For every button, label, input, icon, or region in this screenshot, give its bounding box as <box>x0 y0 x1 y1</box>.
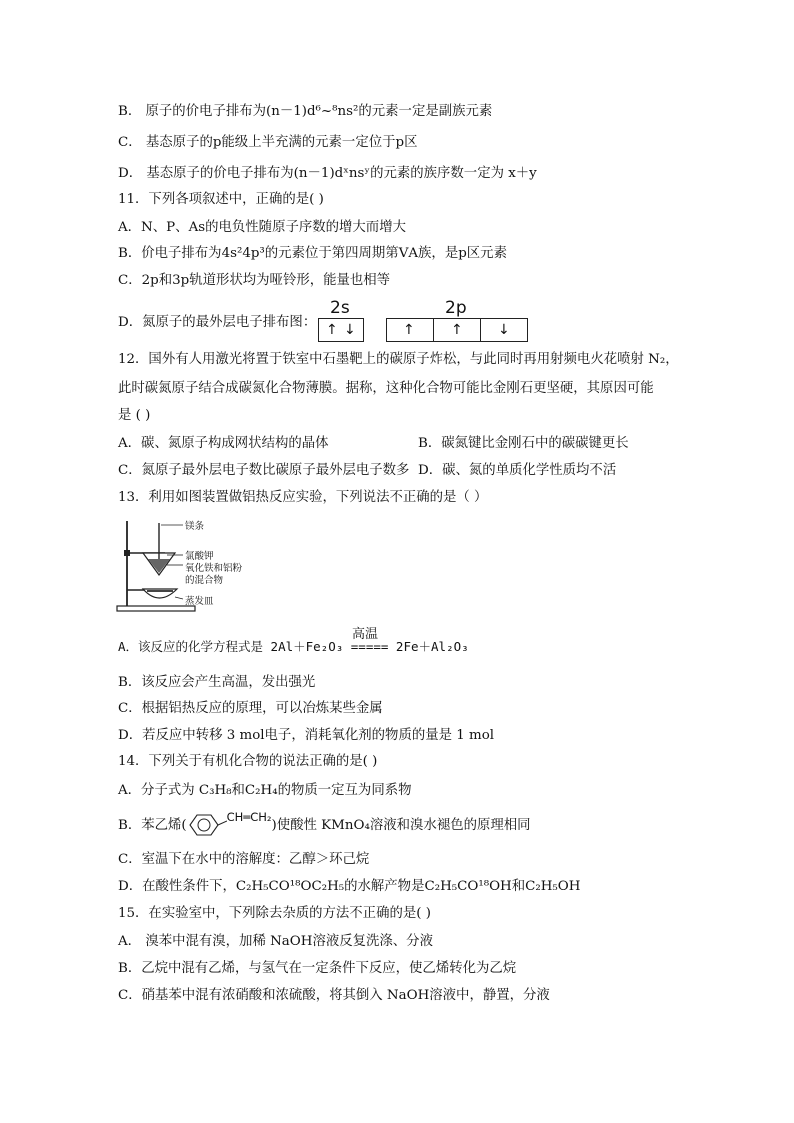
label-potassium-chlorate: 氯酸钾 <box>185 551 214 562</box>
orbital-divider <box>480 319 481 341</box>
label-fe2o3-al-powder: 氧化铁和铝粉 <box>185 563 243 574</box>
option-c-prev: C． 基态原子的p能级上半充满的元素一定位于p区 <box>118 135 418 150</box>
q14-option-d: D．在酸性条件下，C₂H₅CO¹⁸OC₂H₅的水解产物是C₂H₅CO¹⁸OH和C₂H₅OH <box>118 879 581 894</box>
option-b-prev: B． 原子的价电子排布为(n－1)d⁶~⁸ns²的元素一定是副族元素 <box>118 104 493 119</box>
q15-option-a: A． 溴苯中混有溴，加稀 NaOH溶液反复洗涤、分液 <box>118 934 433 949</box>
label-magnesium-ribbon: 镁条 <box>185 521 205 532</box>
q12-option-c: C．氮原子最外层电子数比碳原子最外层电子数多 <box>118 463 410 478</box>
up-arrow-icon: ↑ <box>403 322 415 338</box>
down-arrow-icon: ↓ <box>344 322 356 338</box>
orbital-divider <box>433 319 434 341</box>
question-11: 11．下列各项叙述中，正确的是( ) <box>118 192 324 207</box>
label-mixture: 的混合物 <box>185 575 224 586</box>
q14b-prefix: B．苯乙烯( <box>118 818 187 833</box>
benzene-ring-icon <box>187 817 227 835</box>
q12-line-2: 此时碳氮原子结合成碳氮化合物薄膜。据称，这种化合物可能比金刚石更坚硬，其原因可能 <box>118 381 654 396</box>
q12-option-d: D．碳、氮的单质化学性质均不活 <box>418 463 617 478</box>
q13-option-a: A．该反应的化学方程式是 2Al＋Fe₂O₃ ===== 2Fe＋Al₂O₃ <box>118 639 469 654</box>
q13-option-d: D．若反应中转移 3 mol电子，消耗氧化剂的物质的量是 1 mol <box>118 728 495 743</box>
q12-line-3: 是 ( ) <box>118 408 151 423</box>
up-arrow-icon: ↑ <box>326 322 338 338</box>
q14-option-a: A．分子式为 C₃H₈和C₂H₄的物质一定互为同系物 <box>118 783 412 798</box>
label-evaporating-dish: 蒸发皿 <box>185 596 214 607</box>
up-arrow-icon: ↑ <box>451 322 463 338</box>
down-arrow-icon: ↓ <box>498 322 510 338</box>
q11-option-a: A．N、P、As的电负性随原子序数的增大而增大 <box>118 220 406 235</box>
q14-option-c: C．室温下在水中的溶解度：乙醇＞环己烷 <box>118 852 370 867</box>
q12-option-a: A．碳、氮原子构成网状结构的晶体 <box>118 436 329 451</box>
q13-option-b: B．该反应会产生高温，发出强光 <box>118 675 316 690</box>
q14-option-b <box>118 810 531 835</box>
vinyl-group: CH═CH₂ <box>226 810 272 824</box>
question-12: 12．国外有人用激光将置于铁室中石墨靶上的碳原子炸松，与此同时再用射频电火花喷射 N₂， <box>118 352 679 367</box>
question-13: 13．利用如图装置做铝热反应实验，下列说法不正确的是（ ） <box>118 490 488 505</box>
orbital-box-2s <box>318 318 364 342</box>
reaction-condition-high-temp: 高温 <box>352 627 379 642</box>
q11-option-c: C．2p和3p轨道形状均为哑铃形，能量也相等 <box>118 273 391 288</box>
orbital-label-2s: 2s <box>330 298 350 318</box>
orbital-box-2p <box>386 318 528 342</box>
q12-option-b: B．碳氮键比金刚石中的碳碳键更长 <box>418 436 629 451</box>
option-d-prev: D． 基态原子的价电子排布为(n－1)dˣnsʸ的元素的族序数一定为 x＋y <box>118 166 537 181</box>
thermite-apparatus-diagram <box>115 515 255 615</box>
q11-option-b: B．价电子排布为4s²4p³的元素位于第四周期第ⅤA族，是p区元素 <box>118 246 507 261</box>
question-14: 14．下列关于有机化合物的说法正确的是( ) <box>118 754 378 769</box>
q15-option-b: B．乙烷中混有乙烯，与氢气在一定条件下反应，使乙烯转化为乙烷 <box>118 961 517 976</box>
question-15: 15．在实验室中，下列除去杂质的方法不正确的是( ) <box>118 906 431 921</box>
q11-option-d: D．氮原子的最外层电子排布图： <box>118 315 317 330</box>
q15-option-c: C．硝基苯中混有浓硝酸和浓硫酸，将其倒入 NaOH溶液中，静置，分液 <box>118 988 550 1003</box>
orbital-label-2p: 2p <box>445 298 467 318</box>
q13-option-c: C．根据铝热反应的原理，可以冶炼某些金属 <box>118 701 383 716</box>
q14b-suffix: )使酸性 KMnO₄溶液和溴水褪色的原理相同 <box>271 818 531 833</box>
